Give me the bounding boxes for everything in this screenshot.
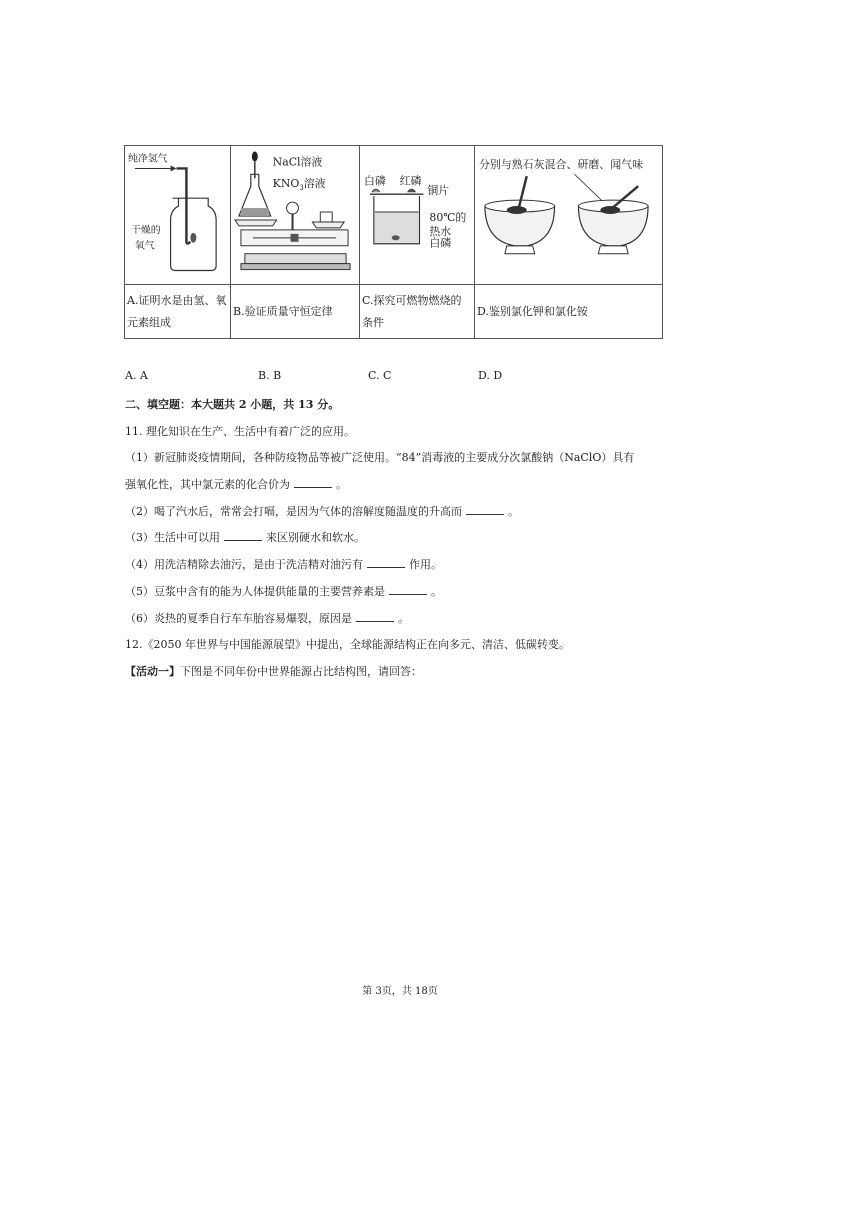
option-b[interactable]: B. B	[258, 369, 282, 382]
hydrogen-burning-illustration	[125, 146, 230, 284]
experiment-a-caption: A.证明水是由氢、氧元素组成	[125, 285, 231, 339]
page-footer: 第 3页，共 18页	[362, 986, 438, 997]
q11-part2: （2）喝了汽水后，常常会打嗝，是因为气体的溶解度随温度的升高而 。	[125, 505, 519, 518]
experiment-d-figure	[475, 146, 663, 285]
svg-text:KNO3溶液	[273, 176, 326, 192]
experiment-b-caption: B.验证质量守恒定律	[231, 285, 360, 339]
option-a[interactable]: A. A	[125, 369, 148, 382]
q11-part3: （3）生活中可以用 来区别硬水和软水。	[125, 531, 365, 544]
answer-blank-5[interactable]	[389, 584, 427, 595]
option-d[interactable]: D. D	[478, 369, 503, 382]
q11-stem: 11. 理化知识在生产、生活中有着广泛的应用。	[125, 425, 355, 438]
balance-illustration	[231, 146, 359, 284]
label-kno3-subscript: 3	[299, 184, 304, 193]
answer-blank-6[interactable]	[356, 611, 394, 622]
experiment-table	[124, 145, 663, 339]
label-pure-hydrogen: 纯净氢气	[127, 153, 168, 165]
experiment-d-caption: D.鉴别氯化钾和氯化铵	[475, 285, 663, 339]
answer-blank-4[interactable]	[367, 557, 405, 568]
q11-part4: （4）用洗洁精除去油污，是由于洗洁精对油污有 作用。	[125, 558, 442, 571]
q11-part1-line1: （1）新冠肺炎疫情期间，各种防疫物品等被广泛使用。“84”消毒液的主要成分次氯酸钠（NaClO）具有	[125, 451, 635, 464]
answer-blank-1[interactable]	[294, 477, 332, 488]
label-80-degrees: 80℃的	[429, 210, 467, 224]
label-hot-water: 热水	[429, 224, 452, 238]
experiment-c-caption: C.探究可燃物燃烧的条件	[360, 285, 475, 339]
answer-blank-3[interactable]	[224, 530, 262, 541]
label-white-phosphorus: 白磷	[363, 174, 386, 188]
q11-part1-line2: 强氧化性，其中氯元素的化合价为 。	[125, 478, 347, 491]
option-c[interactable]: C. C	[368, 369, 392, 382]
activity-one-tag: 【活动一】	[125, 665, 180, 678]
combustion-conditions-illustration	[360, 146, 474, 284]
q11-part6: （6）炎热的夏季自行车车胎容易爆裂，原因是 。	[125, 612, 409, 625]
q12-activity-one: 【活动一】下图是不同年份中世界能源占比结构图，请回答：	[125, 665, 422, 678]
label-white-phosphorus-underwater: 白磷	[429, 236, 452, 250]
label-oxygen: 氧气	[134, 240, 155, 252]
q12-stem: 12.《2050 年世界与中国能源展望》中提出，全球能源结构正在向多元、清洁、低碳转变。	[125, 638, 570, 651]
label-kno3: KNO	[272, 177, 300, 191]
label-dry: 干燥的	[130, 224, 161, 236]
experiment-c-figure	[360, 146, 475, 285]
label-nacl-solution: NaCl溶液	[272, 155, 323, 169]
answer-blank-2[interactable]	[466, 504, 504, 515]
mortar-grinding-illustration	[475, 146, 662, 284]
experiment-b-figure	[231, 146, 360, 285]
answer-options	[0, 369, 867, 385]
label-mix-grind-smell: 分别与熟石灰混合、研磨、闻气味	[478, 158, 644, 172]
q11-part5: （5）豆浆中含有的能为人体提供能量的主要营养素是 。	[125, 585, 442, 598]
label-red-phosphorus: 红磷	[399, 174, 422, 188]
label-kno3-tail: 溶液	[303, 177, 326, 191]
section-title: 二、填空题：本大题共 2 小题，共 13 分。	[125, 398, 340, 411]
label-copper-sheet: 铜片	[427, 184, 450, 198]
experiment-a-figure	[125, 146, 231, 285]
